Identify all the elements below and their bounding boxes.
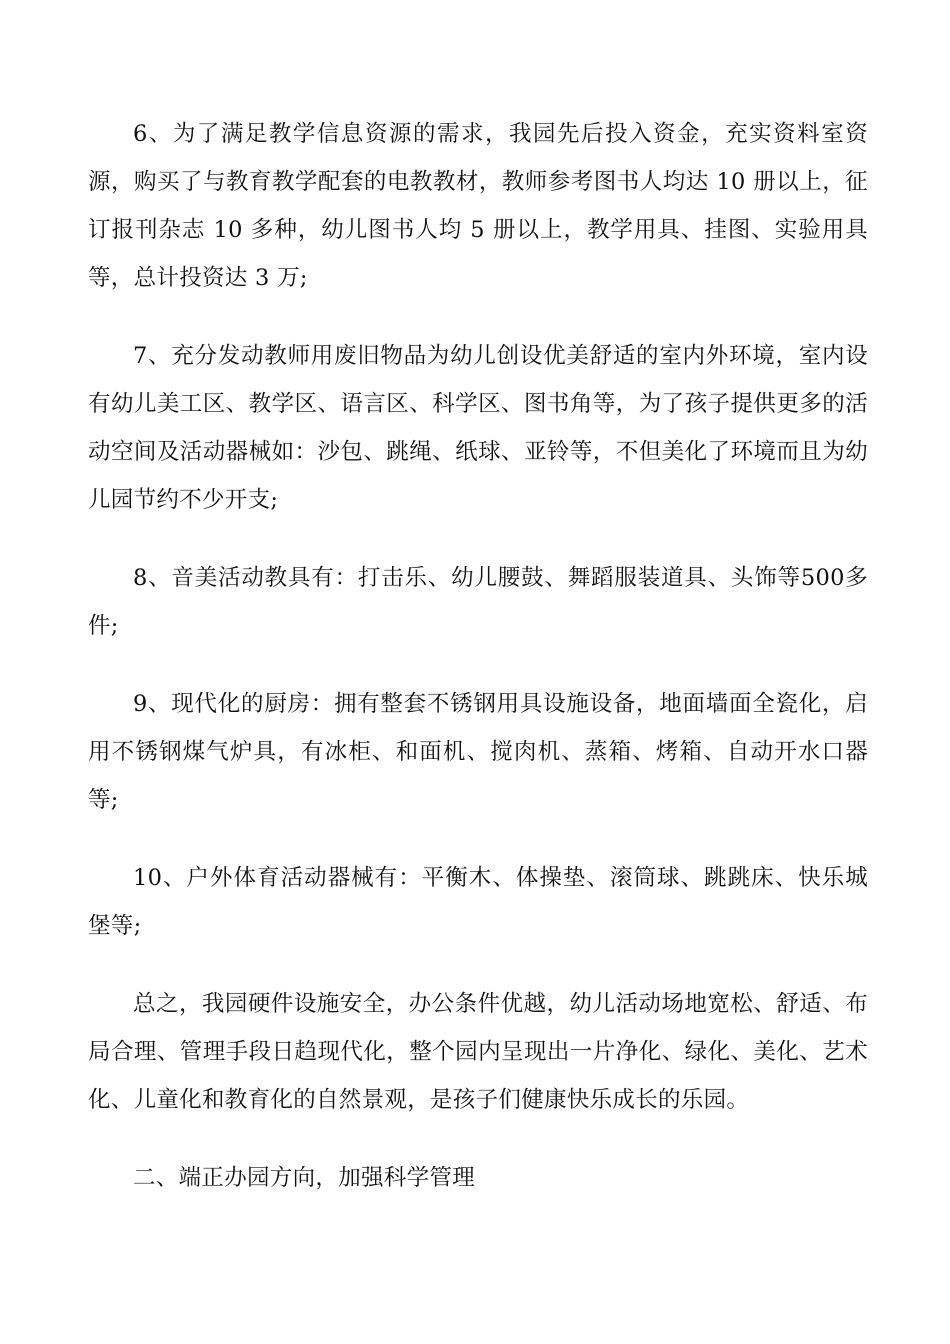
- paragraph-item-6: 6、为了满足教学信息资源的需求，我园先后投入资金，充实资料室资源，购买了与教育教学配套的电教教材，教师参考图书人均达 10 册以上，征订报刊杂志 10 多种，幼儿图书人均 5 册以上，教学用具、挂图、实验用具等，总计投资达 3 万;: [88, 121, 868, 291]
- document-page: [88, 110, 868, 1232]
- paragraph-summary: 总之，我园硬件设施安全，办公条件优越，幼儿活动场地宽松、舒适、布局合理、管理手段日趋现代化，整个园内呈现出一片净化、绿化、美化、艺术化、儿童化和教育化的自然景观，是孩子们健康快乐成长的乐园。: [88, 991, 868, 1113]
- paragraph-item-8: 8、音美活动教具有：打击乐、幼儿腰鼓、舞蹈服装道具、头饰等500多件;: [88, 565, 868, 639]
- section-heading: 二、端正办园方向，加强科学管理: [133, 1165, 476, 1191]
- paragraph-item-9: 9、现代化的厨房：拥有整套不锈钢用具设施设备，地面墙面全瓷化，启用不锈钢煤气炉具，有冰柜、和面机、搅肉机、蒸箱、烤箱、自动开水口器等;: [88, 691, 868, 813]
- paragraph-item-10: 10、户外体育活动器械有：平衡木、体操垫、滚筒球、跳跳床、快乐城堡等;: [88, 865, 868, 939]
- paragraph-item-7: 7、充分发动教师用废旧物品为幼儿创设优美舒适的室内外环境，室内设有幼儿美工区、教学区、语言区、科学区、图书角等，为了孩子提供更多的活动空间及活动器械如：沙包、跳绳、纸球、亚铃等，不但美化了环境而且为幼儿园节约不少开支;: [88, 343, 868, 513]
